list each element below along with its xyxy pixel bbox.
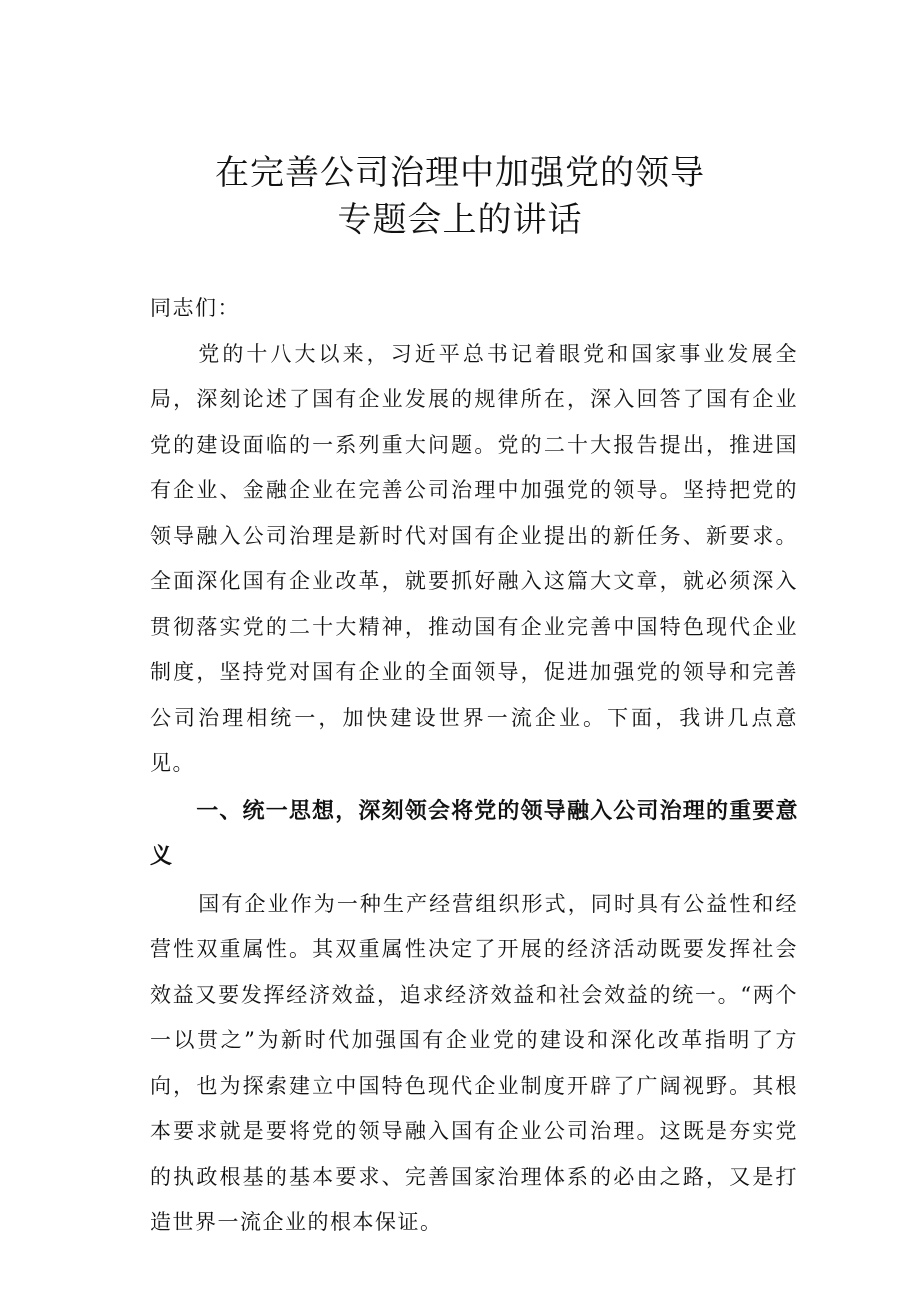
document-title — [0, 150, 920, 244]
document-body — [150, 286, 798, 1246]
paragraph-intro: 党的十八大以来，习近平总书记着眼党和国家事业发展全局，深刻论述了国有企业发展的规律所在，深入回答了国有企业党的建设面临的一系列重大问题。党的二十大报告提出，推进国有企业、金融企业在完善公司治理中加强党的领导。坚持把党的领导融入公司治理是新时代对国有企业提出的新任务、新要求。全面深化国有企业改革，就要抓好融入这篇大文章，就必须深入贯彻落实党的二十大精神，推动国有企业完善中国特色现代企业制度，坚持党对国有企业的全面领导，促进加强党的领导和完善公司治理相统一，加快建设世界一流企业。下面，我讲几点意见。 — [150, 341, 798, 775]
title-line-2: 专题会上的讲话 — [337, 200, 583, 240]
salutation: 同志们： — [150, 296, 240, 320]
paragraph-section-1: 国有企业作为一种生产经营组织形式，同时具有公益性和经营性双重属性。其双重属性决定了开展的经济活动既要发挥社会效益又要发挥经济效益，追求经济效益和社会效益的统一。“两个一以贯之”为新时代加强国有企业党的建设和深化改革指明了方向，也为探索建立中国特色现代企业制度开辟了广阔视野。其根本要求就是要将党的领导融入国有企业公司治理。这既是夯实党的执政根基的基本要求、完善国家治理体系的必由之路，又是打造世界一流企业的根本保证。 — [150, 891, 798, 1234]
section-heading-1: 一、统一思想，深刻领会将党的领导融入公司治理的重要意义 — [150, 798, 798, 869]
title-line-1: 在完善公司治理中加强党的领导 — [215, 153, 705, 193]
